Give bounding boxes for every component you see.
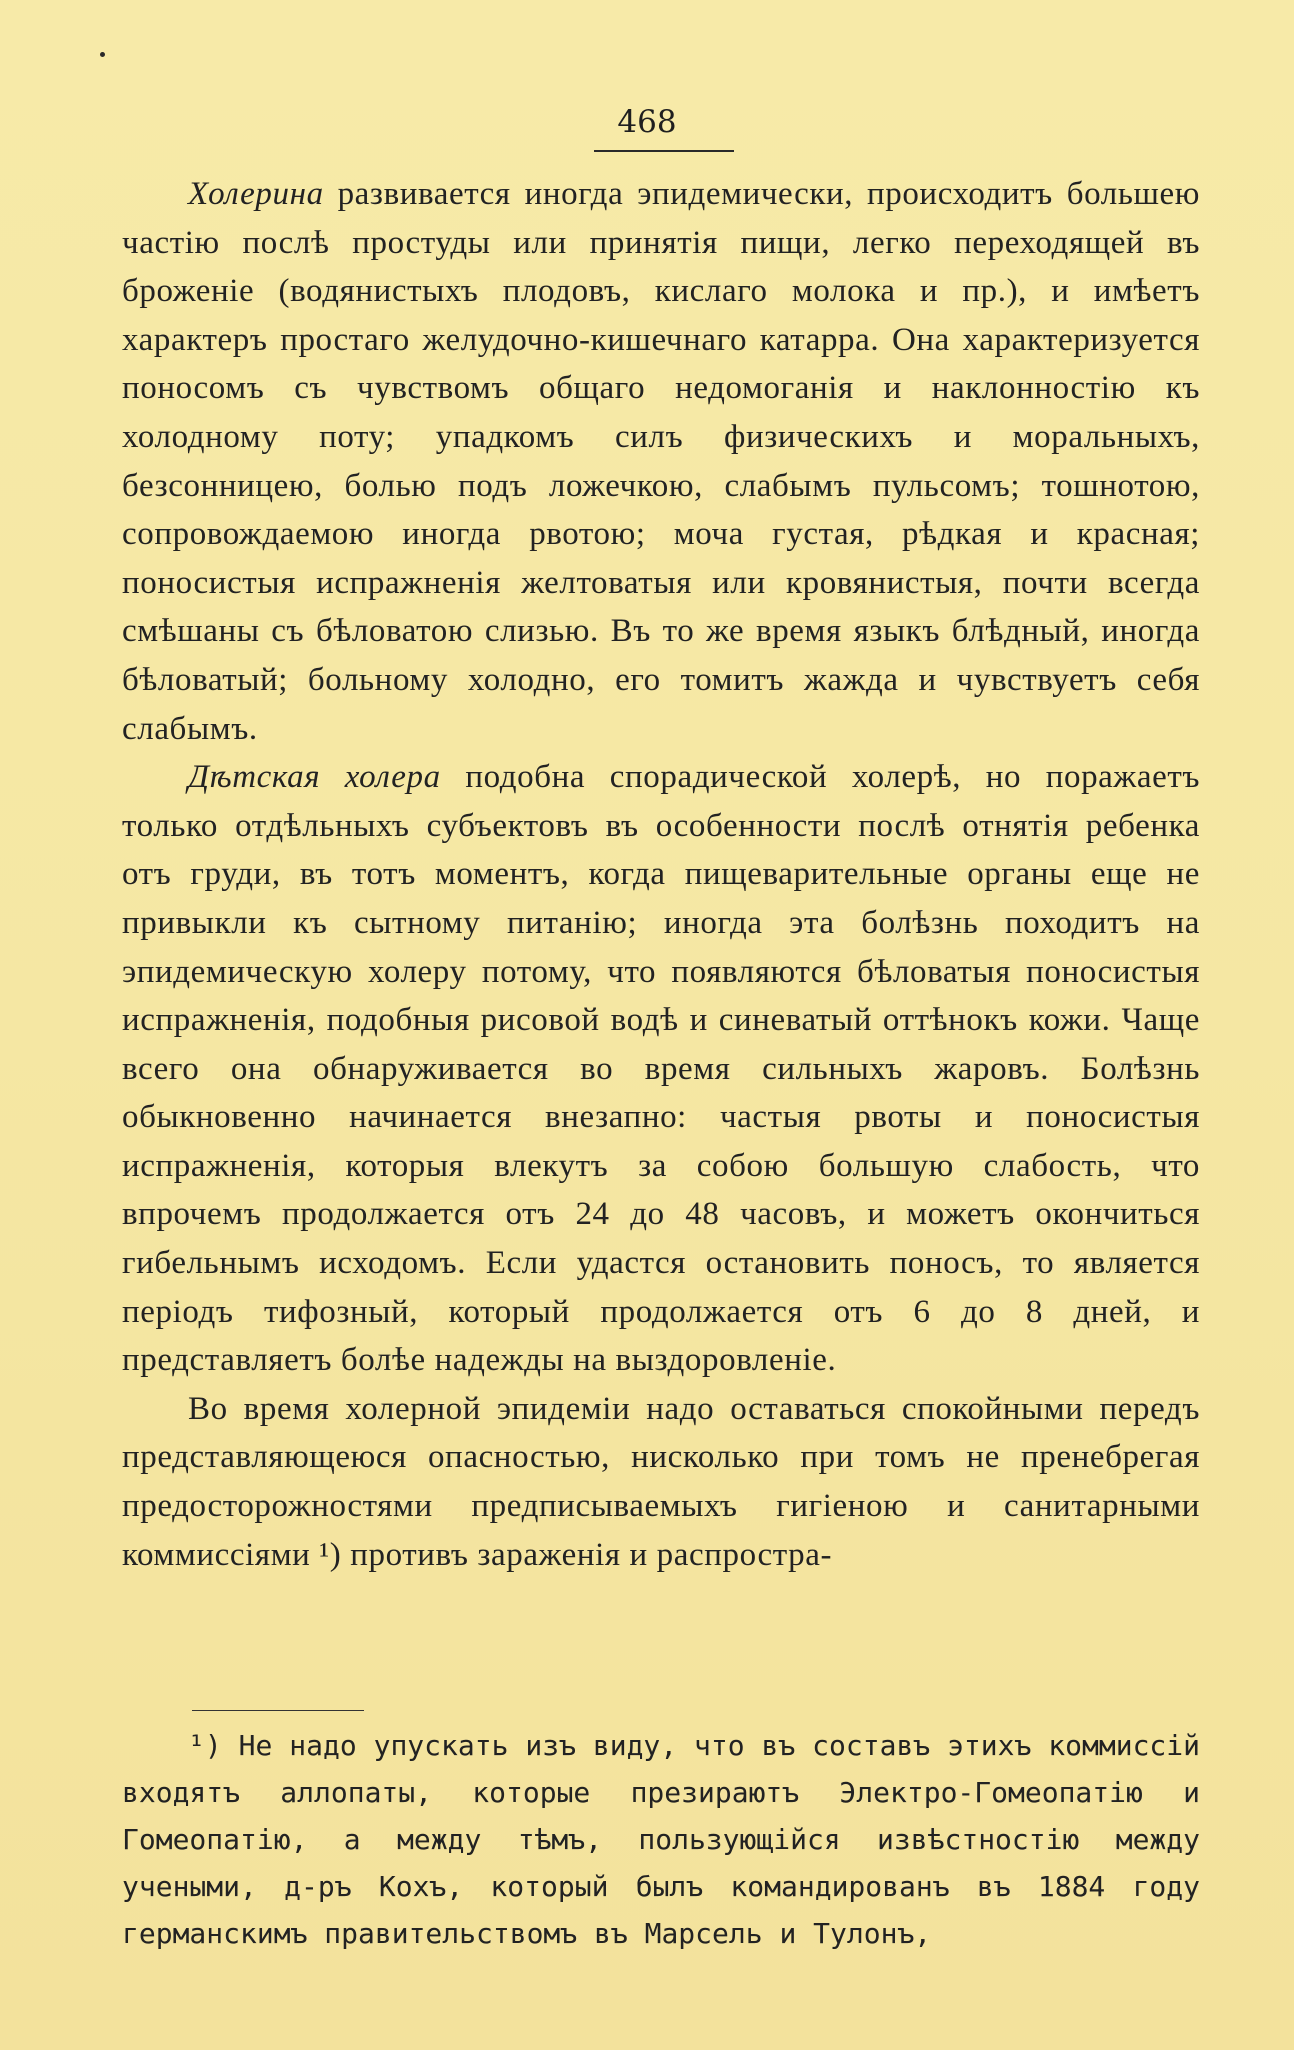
term-cholerine: Холерина (188, 176, 324, 212)
page-number-underline (594, 150, 734, 152)
paragraph-text: Во время холерной эпидеміи надо оставаться спокойными передъ представляющеюся опасностью, нисколько при томъ не пренебрегая предосторожностями предписываемыхъ гигіеною и санитарными коммиссіями ¹) противъ зараженія и распростра- (122, 1390, 1200, 1573)
page-number: 468 (617, 104, 677, 140)
paragraph-text: подобна спорадической холерѣ, но поражаетъ только отдѣльныхъ субъектовъ въ особенности послѣ отнятія ребенка отъ груди, въ тотъ моментъ, когда пищеварительные органы еще не привыкли къ сытному питанію; иногда эта болѣзнь походитъ на эпидемическую холеру потому, что появляются бѣловатыя поносистыя испражненія, подобныя рисовой водѣ и синеватый оттѣнокъ кожи. Чаще всего она обнаруживается во время сильныхъ жаровъ. Болѣзнь обыкновенно начинается внезапно: частыя рвоты и поносистыя испражненія, которыя влекутъ за собою большую слабость, что впрочемъ продолжается отъ 24 до 48 часовъ, и можетъ окончиться гибельнымъ исходомъ. Если удастся остановить поносъ, то является періодъ тифозный, который продолжается отъ 6 до 8 дней, и представляетъ болѣе надежды на выздоровленіе. (122, 759, 1201, 1379)
footnote-1: ¹) Не надо упускать изъ виду, что въ составъ этихъ коммиссій входятъ аллопаты, которые презираютъ Электро-Гомеопатію и Гомеопатію, а между тѣмъ, пользующійся извѣстностію между учеными, д-ръ Кохъ, который былъ командированъ въ 1884 году германскимъ правительствомъ въ Марсель и Тулонъ, (122, 1729, 1200, 1950)
ink-speck (100, 52, 105, 57)
main-text (122, 170, 1200, 1579)
footnotes (122, 1722, 1200, 1957)
paragraph-epidemic (122, 1385, 1200, 1579)
paragraph-text: развивается иногда эпидемически, происходитъ большею частію послѣ простуды или принятія пищи, легко переходящей въ броженіе (водянистыхъ плодовъ, кислаго молока и пр.), и имѣетъ характеръ простаго желудочно-кишечнаго катарра. Она характеризуется поносомъ съ чувствомъ общаго недомоганія и наклонностію къ холодному поту; упадкомъ силъ физическихъ и моральныхъ, безсонницею, болью подъ ложечкою, слабымъ пульсомъ; тошнотою, сопровождаемою иногда рвотою; моча густая, рѣдкая и красная; поносистыя испражненія желтоватыя или кровянистыя, почти всегда смѣшаны съ бѣловатою слизью. Въ то же время языкъ блѣдный, иногда бѣловатый; больному холодно, его томитъ жажда и чувствуетъ себя слабымъ. (122, 176, 1200, 747)
footnote-separator (192, 1710, 364, 1711)
paragraph-childrens-cholera (122, 753, 1200, 1385)
term-childrens-cholera: Дѣтская холера (188, 759, 441, 796)
paragraph-cholerine (122, 170, 1200, 753)
